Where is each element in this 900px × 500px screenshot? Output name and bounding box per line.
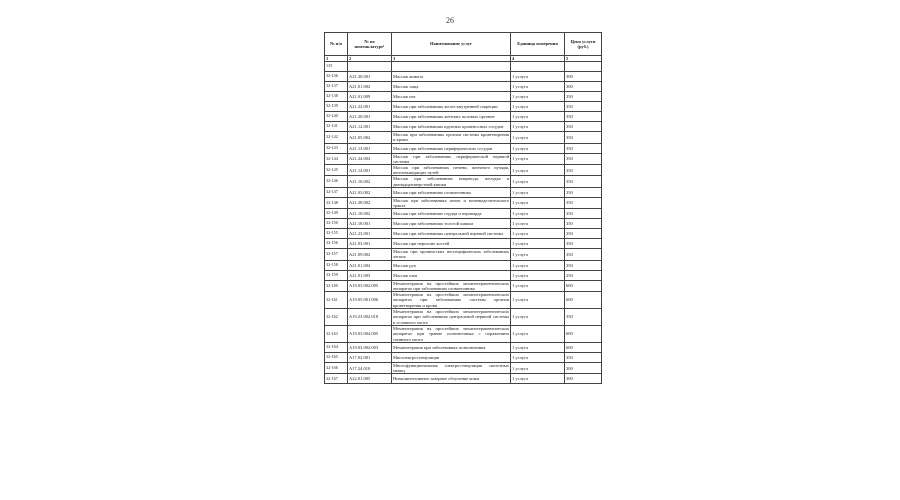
service-price: 350 xyxy=(565,239,602,249)
table-row xyxy=(325,270,602,280)
table-row xyxy=(325,239,602,249)
table-row xyxy=(325,122,602,132)
service-name: Массаж при заболеваниях почек и мочевыделительного тракта xyxy=(393,197,509,209)
service-price: 350 xyxy=(565,165,602,176)
service-unit: 1 услуга xyxy=(511,249,565,260)
table-row xyxy=(325,197,602,208)
table-row xyxy=(325,102,602,112)
service-unit: 1 услуга xyxy=(511,112,565,122)
service-name: Миоэлектростимуляция xyxy=(392,353,511,363)
service-name: Механотерапия на простейших механотерапевтических аппаратах при заболеваниях системы органов кроветворения и крови xyxy=(393,292,509,308)
service-price: 350 xyxy=(565,143,602,153)
table-row xyxy=(325,132,602,143)
service-price: 600 xyxy=(565,326,602,343)
service-name: Массаж при заболеваниях женских половых органов xyxy=(392,112,511,122)
service-unit: 1 услуга xyxy=(511,260,565,270)
service-code: A21.24.004 xyxy=(348,153,392,164)
service-code: A21.03.001 xyxy=(348,239,392,249)
column-number: 5 xyxy=(565,56,602,62)
table-row xyxy=(325,280,602,291)
service-name: Массаж живота xyxy=(392,72,511,82)
service-code: A21.13.001 xyxy=(348,143,392,153)
service-price: 350 xyxy=(565,260,602,270)
empty-cell xyxy=(511,62,565,72)
row-number: 32-139 xyxy=(325,102,348,112)
service-code: A19.05.001.006 xyxy=(348,292,392,309)
service-unit: 1 услуга xyxy=(511,209,565,219)
service-unit: 1 услуга xyxy=(511,353,565,363)
service-unit: 1 услуга xyxy=(511,270,565,280)
service-code: A22.01.005 xyxy=(348,374,392,384)
table-row xyxy=(325,374,602,384)
service-unit: 1 услуга xyxy=(511,326,565,343)
service-price: 350 xyxy=(565,209,602,219)
service-code: A21.30.001 xyxy=(348,72,392,82)
service-price: 350 xyxy=(565,219,602,229)
service-price: 600 xyxy=(565,292,602,309)
service-name: Механотерапия на простейших механотерапевтических аппаратах при травме позвоночника с поражением спинного мозга xyxy=(393,326,509,342)
header-name: Наименование услуг xyxy=(392,33,511,56)
service-unit: 1 услуга xyxy=(511,187,565,197)
table-row xyxy=(325,176,602,187)
table-row xyxy=(325,112,602,122)
service-code: A17.24.010 xyxy=(348,363,392,374)
table-row xyxy=(325,165,602,176)
table-row xyxy=(325,209,602,219)
service-unit: 1 услуга xyxy=(511,239,565,249)
service-unit: 1 услуга xyxy=(511,219,565,229)
header-code: № по номенклатуре¹ xyxy=(348,33,392,56)
table-row xyxy=(325,187,602,197)
service-name: Массаж при заболеваниях позвоночника xyxy=(392,187,511,197)
row-number: 32-157 xyxy=(325,249,348,260)
table-body xyxy=(325,56,602,384)
row-number: 32-167 xyxy=(325,374,348,384)
empty-cell xyxy=(392,62,511,72)
service-name: Массаж рук xyxy=(392,260,511,270)
service-unit: 1 услуга xyxy=(511,197,565,208)
service-name: Механотерапия на простейших механотерапевтических аппаратах при заболеваниях центральной нервной системы и головного мозга xyxy=(393,309,509,325)
empty-cell xyxy=(348,62,392,72)
table-row xyxy=(325,82,602,92)
column-number: 3 xyxy=(392,56,511,62)
table-row xyxy=(325,353,602,363)
row-number: 32-165 xyxy=(325,353,348,363)
service-unit: 1 услуга xyxy=(511,82,565,92)
table-row xyxy=(325,153,602,164)
row-number: 32-161 xyxy=(325,292,348,309)
table-row xyxy=(325,219,602,229)
row-number: 32-147 xyxy=(325,187,348,197)
service-code: A21.03.002 xyxy=(348,187,392,197)
service-price: 600 xyxy=(565,343,602,353)
service-name: Массаж шеи xyxy=(392,270,511,280)
page-number: 26 xyxy=(446,16,454,25)
service-code: A21.23.001 xyxy=(348,229,392,239)
service-price: 350 xyxy=(565,153,602,164)
service-price: 350 xyxy=(565,187,602,197)
service-name: Массаж при хронических неспецифических заболеваниях легких xyxy=(393,249,509,260)
row-number: 32-166 xyxy=(325,363,348,374)
row-number: 32-160 xyxy=(325,280,348,291)
service-unit: 1 услуга xyxy=(511,309,565,326)
service-price: 300 xyxy=(565,363,602,374)
service-price: 350 xyxy=(565,197,602,208)
service-name: Массаж при заболеваниях центральной нервной системы xyxy=(392,229,511,239)
table-row xyxy=(325,72,602,82)
row-number: 32-142 xyxy=(325,132,348,143)
row-number: 32-148 xyxy=(325,197,348,208)
row-number: 32-138 xyxy=(325,92,348,102)
service-name: Механотерапия на простейших механотерапевтических аппаратах при заболеваниях позвоночника xyxy=(393,280,509,291)
row-number: 32-159 xyxy=(325,270,348,280)
service-name: Массаж при заболеваниях крупных кровеносных сосудов xyxy=(392,122,511,132)
service-name: Массаж при заболеваниях толстой кишки xyxy=(392,219,511,229)
service-unit: 1 услуга xyxy=(511,153,565,164)
service-code: A21.12.001 xyxy=(348,122,392,132)
row-number: 135 xyxy=(325,62,348,72)
service-price: 300 xyxy=(565,72,602,82)
row-number: 32-156 xyxy=(325,239,348,249)
service-price: 350 xyxy=(565,249,602,260)
service-code: A21.14.001 xyxy=(348,165,392,176)
service-code: A19.03.002.003 xyxy=(348,343,392,353)
service-name: Механотерапия при заболеваниях позвоночника xyxy=(392,343,511,353)
service-code: A21.20.001 xyxy=(348,112,392,122)
table-row xyxy=(325,143,602,153)
service-code: A17.02.001 xyxy=(348,353,392,363)
service-code: A21.09.002 xyxy=(348,249,392,260)
service-code: A21.28.002 xyxy=(348,197,392,208)
column-number: 1 xyxy=(325,56,348,62)
column-number: 4 xyxy=(511,56,565,62)
row-number: 32-140 xyxy=(325,112,348,122)
column-number: 2 xyxy=(348,56,392,62)
table-row xyxy=(325,229,602,239)
service-unit: 1 услуга xyxy=(511,363,565,374)
service-name: Массаж при заболеваниях желез внутренней секреции xyxy=(392,102,511,112)
row-number: 32-149 xyxy=(325,209,348,219)
service-unit: 1 услуга xyxy=(511,132,565,143)
service-price: 350 xyxy=(565,112,602,122)
service-name: Многофункциональная электростимуляция скелетных мышц xyxy=(393,363,509,374)
service-name: Массаж лица xyxy=(392,82,511,92)
service-code: A21.01.009 xyxy=(348,92,392,102)
header-price: Цена услуги (руб.) xyxy=(565,33,602,56)
header-unit: Единица измерения xyxy=(511,33,565,56)
table-row xyxy=(325,363,602,374)
table-row xyxy=(325,343,602,353)
row-number: 32-163 xyxy=(325,326,348,343)
service-price: 350 xyxy=(565,132,602,143)
service-unit: 1 услуга xyxy=(511,229,565,239)
service-unit: 1 услуга xyxy=(511,72,565,82)
service-unit: 1 услуга xyxy=(511,280,565,291)
table-row-partial xyxy=(325,62,602,72)
table-row xyxy=(325,92,602,102)
service-price: 350 xyxy=(565,102,602,112)
service-name: Массаж при заболеваниях пищевода, желудка и двенадцатиперстной кишки xyxy=(393,176,509,187)
row-number: 32-144 xyxy=(325,153,348,164)
table-row xyxy=(325,260,602,270)
service-price: 350 xyxy=(565,176,602,187)
service-price: 350 xyxy=(565,309,602,326)
row-number: 32-143 xyxy=(325,143,348,153)
row-number: 32-150 xyxy=(325,219,348,229)
service-unit: 1 услуга xyxy=(511,292,565,309)
service-price: 350 xyxy=(565,229,602,239)
service-code: A21.01.004 xyxy=(348,260,392,270)
row-number: 32-137 xyxy=(325,82,348,92)
service-name: Массаж при заболеваниях органов системы кроветворения и крови xyxy=(393,132,509,143)
header-num: № п/п xyxy=(325,33,348,56)
service-code: A19.03.004.005 xyxy=(348,326,392,343)
service-price: 300 xyxy=(565,374,602,384)
row-number: 32-158 xyxy=(325,260,348,270)
service-code: A21.05.002 xyxy=(348,132,392,143)
service-name: Массаж при переломе костей xyxy=(392,239,511,249)
service-code: A21.01.003 xyxy=(348,270,392,280)
service-price: 350 xyxy=(565,353,602,363)
service-unit: 1 услуга xyxy=(511,343,565,353)
service-code: A21.01.002 xyxy=(348,82,392,92)
service-code: A21.18.001 xyxy=(348,219,392,229)
row-number: 32-146 xyxy=(325,176,348,187)
row-number: 32-145 xyxy=(325,165,348,176)
service-name: Массаж при заболеваниях сердца и перикарда xyxy=(392,209,511,219)
service-name: Низкоинтенсивное лазерное облучение кожи xyxy=(392,374,511,384)
service-code: A21.22.001 xyxy=(348,102,392,112)
table-row xyxy=(325,249,602,260)
service-code: A19.03.002.005 xyxy=(348,280,392,291)
service-unit: 1 услуга xyxy=(511,102,565,112)
service-name: Массаж ног xyxy=(392,92,511,102)
service-unit: 1 услуга xyxy=(511,122,565,132)
table-row xyxy=(325,292,602,309)
service-name: Массаж при заболеваниях периферических сосудов xyxy=(392,143,511,153)
table-row xyxy=(325,309,602,326)
service-unit: 1 услуга xyxy=(511,92,565,102)
table-header-row xyxy=(325,33,602,56)
service-price: 250 xyxy=(565,270,602,280)
table-row xyxy=(325,326,602,343)
service-price: 350 xyxy=(565,92,602,102)
empty-cell xyxy=(565,62,602,72)
service-price: 350 xyxy=(565,122,602,132)
service-unit: 1 услуга xyxy=(511,143,565,153)
row-number: 32-155 xyxy=(325,229,348,239)
row-number: 32-141 xyxy=(325,122,348,132)
service-unit: 1 услуга xyxy=(511,165,565,176)
service-price: 300 xyxy=(565,82,602,92)
service-unit: 1 услуга xyxy=(511,176,565,187)
service-name: Массаж при заболеваниях периферической нервной системы xyxy=(393,153,509,164)
service-name: Массаж при заболеваниях печени, желчного пузыря, желчевыводящих путей xyxy=(393,165,509,176)
price-table xyxy=(324,32,602,384)
service-code: A21.16.002 xyxy=(348,176,392,187)
row-number: 32-164 xyxy=(325,343,348,353)
row-number: 32-136 xyxy=(325,72,348,82)
service-price: 600 xyxy=(565,280,602,291)
service-code: A21.10.002 xyxy=(348,209,392,219)
row-number: 32-162 xyxy=(325,309,348,326)
service-unit: 1 услуга xyxy=(511,374,565,384)
service-code: A19.23.002.018 xyxy=(348,309,392,326)
